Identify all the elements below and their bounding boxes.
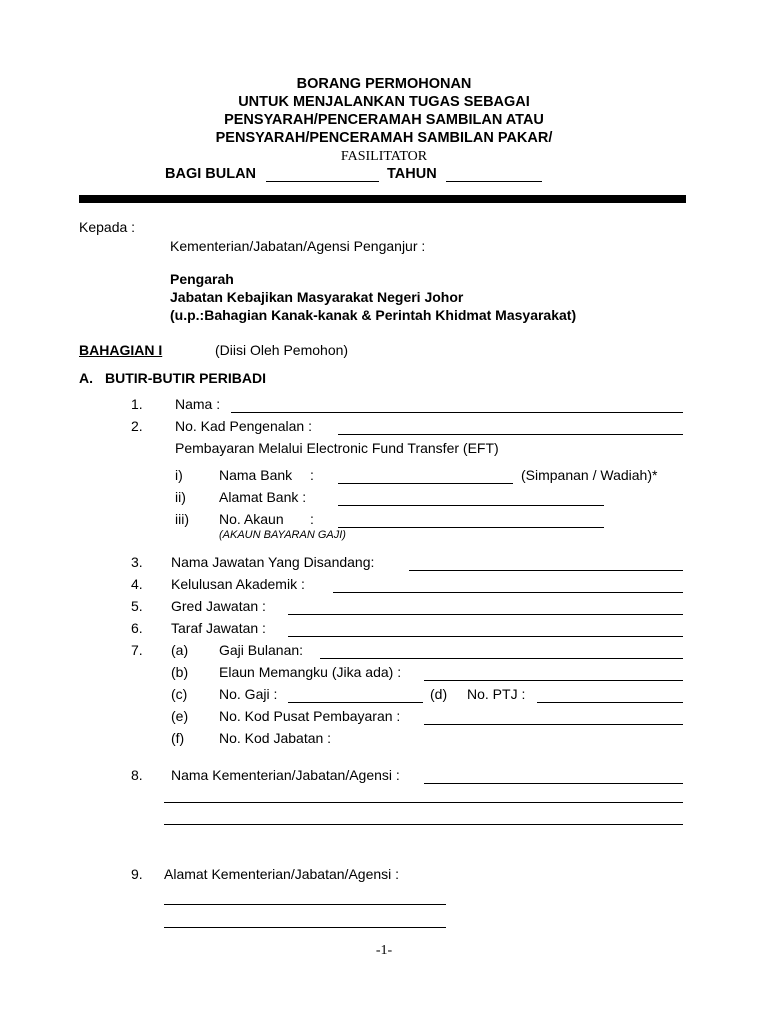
kod-jabatan-label: No. Kod Jabatan : xyxy=(219,730,332,746)
gaji-bulanan-field[interactable] xyxy=(320,658,683,659)
kelulusan-field[interactable] xyxy=(333,592,683,593)
item-number: 5. xyxy=(131,598,143,614)
nama-kementerian-field-line3[interactable] xyxy=(164,824,683,825)
nama-kementerian-label: Nama Kementerian/Jabatan/Agensi : xyxy=(171,767,400,783)
sub-item-number: ii) xyxy=(175,489,186,505)
tahun-field[interactable] xyxy=(446,181,542,182)
agensi-penganjur-label: Kementerian/Jabatan/Agensi Penganjur : xyxy=(170,238,426,254)
bahagian-note: (Diisi Oleh Pemohon) xyxy=(215,342,349,358)
colon: : xyxy=(310,511,314,527)
bahagian-title: BAHAGIAN I xyxy=(79,342,163,358)
form-title-line5: FASILITATOR xyxy=(340,149,428,164)
nama-label: Nama : xyxy=(175,396,221,412)
item-number: 9. xyxy=(131,866,143,882)
item-number: 2. xyxy=(131,418,143,434)
kelulusan-label: Kelulusan Akademik : xyxy=(171,576,305,592)
bagi-bulan-label: BAGI BULAN xyxy=(165,166,257,182)
alamat-bank-label: Alamat Bank : xyxy=(219,489,307,505)
no-akaun-label: No. Akaun xyxy=(219,511,284,527)
item-number: 7. xyxy=(131,642,143,658)
nama-bank-field[interactable] xyxy=(338,483,513,484)
elaun-field[interactable] xyxy=(424,680,683,681)
sub-item-number: iii) xyxy=(175,511,189,527)
alamat-kementerian-field-line2[interactable] xyxy=(164,927,446,928)
nama-kementerian-field[interactable] xyxy=(424,783,683,784)
sub-item-letter: (d) xyxy=(430,686,448,702)
akaun-note: (AKAUN BAYARAN GAJI) xyxy=(219,529,346,541)
item-number: 1. xyxy=(131,396,143,412)
address-line2: Jabatan Kebajikan Masyarakat Negeri Johor xyxy=(170,289,464,305)
form-title-line1: BORANG PERMOHONAN xyxy=(296,76,472,92)
no-ptj-label: No. PTJ : xyxy=(467,686,526,702)
form-title-line2: UNTUK MENJALANKAN TUGAS SEBAGAI xyxy=(238,94,530,110)
tahun-label: TAHUN xyxy=(387,166,437,182)
jawatan-label: Nama Jawatan Yang Disandang: xyxy=(171,554,375,570)
form-title-line3: PENSYARAH/PENCERAMAH SAMBILAN ATAU xyxy=(224,112,544,128)
eft-label: Pembayaran Melalui Electronic Fund Transfer (EFT) xyxy=(175,440,499,456)
taraf-label: Taraf Jawatan : xyxy=(171,620,266,636)
item-number: 8. xyxy=(131,767,143,783)
no-ptj-field[interactable] xyxy=(537,702,683,703)
item-number: 6. xyxy=(131,620,143,636)
nama-kementerian-field-line2[interactable] xyxy=(164,802,683,803)
item-number: 3. xyxy=(131,554,143,570)
address-line3: (u.p.:Bahagian Kanak-kanak & Perintah Khidmat Masyarakat) xyxy=(170,307,577,323)
sub-item-letter: (f) xyxy=(171,730,185,746)
colon: : xyxy=(310,467,314,483)
sub-item-letter: (b) xyxy=(171,664,189,680)
sub-item-letter: (e) xyxy=(171,708,189,724)
sub-item-letter: (a) xyxy=(171,642,189,658)
kad-pengenalan-field[interactable] xyxy=(338,434,683,435)
no-gaji-field[interactable] xyxy=(288,702,423,703)
taraf-field[interactable] xyxy=(288,636,683,637)
no-akaun-field[interactable] xyxy=(338,527,604,528)
alamat-kementerian-field-line1[interactable] xyxy=(164,904,446,905)
sub-item-number: i) xyxy=(175,467,183,483)
gred-label: Gred Jawatan : xyxy=(171,598,266,614)
kod-pusat-field[interactable] xyxy=(424,724,683,725)
jawatan-field[interactable] xyxy=(409,570,683,571)
nama-bank-label: Nama Bank xyxy=(219,467,293,483)
page-number: -1- xyxy=(375,943,393,958)
simpanan-note: (Simpanan / Wadiah)* xyxy=(521,467,658,483)
section-a-title: BUTIR-BUTIR PERIBADI xyxy=(105,370,266,386)
sub-item-letter: (c) xyxy=(171,686,188,702)
no-gaji-label: No. Gaji : xyxy=(219,686,278,702)
form-title-line4: PENSYARAH/PENCERAMAH SAMBILAN PAKAR/ xyxy=(215,130,553,146)
alamat-bank-field[interactable] xyxy=(338,505,604,506)
item-number: 4. xyxy=(131,576,143,592)
gred-field[interactable] xyxy=(288,614,683,615)
header-divider xyxy=(79,195,686,203)
elaun-label: Elaun Memangku (Jika ada) : xyxy=(219,664,402,680)
kad-pengenalan-label: No. Kad Pengenalan : xyxy=(175,418,312,434)
kod-pusat-label: No. Kod Pusat Pembayaran : xyxy=(219,708,401,724)
address-line1: Pengarah xyxy=(170,271,234,287)
bulan-field[interactable] xyxy=(266,181,379,182)
gaji-bulanan-label: Gaji Bulanan: xyxy=(219,642,304,658)
section-a-letter: A. xyxy=(79,370,93,386)
alamat-kementerian-label: Alamat Kementerian/Jabatan/Agensi : xyxy=(164,866,400,882)
kepada-label: Kepada : xyxy=(79,219,136,235)
nama-field[interactable] xyxy=(231,412,683,413)
